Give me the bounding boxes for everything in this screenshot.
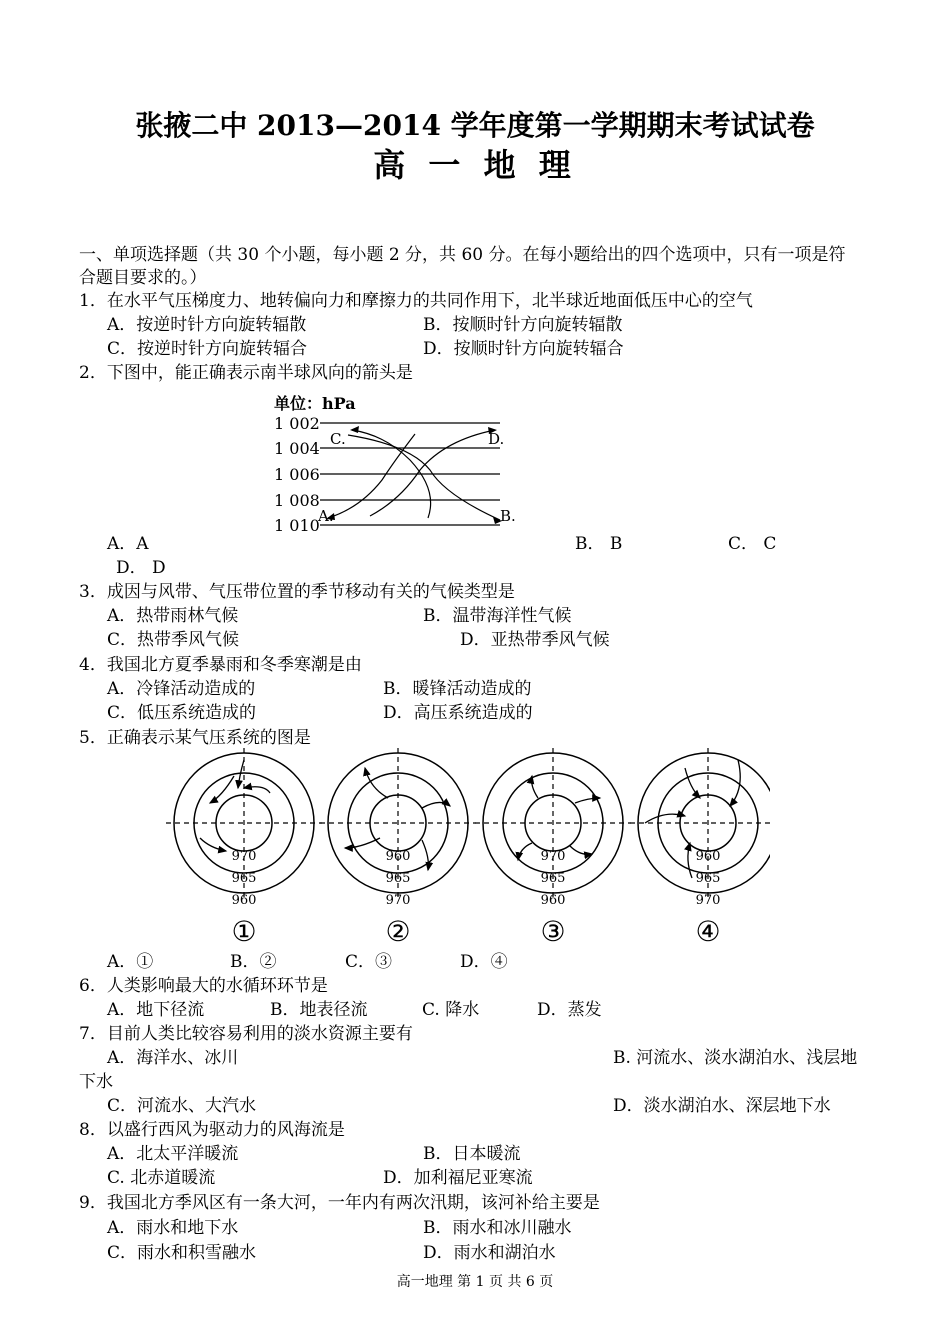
isobar-figure (270, 390, 530, 538)
q9-option-d: D．雨水和湖泊水 (423, 1243, 556, 1263)
diagram-label-2: ② (385, 915, 411, 948)
q3-option-c: C．热带季风气候 (107, 630, 240, 650)
arrow-label-b: B. (500, 507, 516, 525)
pressure-diagram-1 (166, 748, 322, 948)
figure-unit-label: 单位：hPa (274, 394, 356, 413)
q7-option-b: B. 河流水、淡水湖泊水、浅层地 (613, 1048, 858, 1068)
isobar-value: 960 (231, 893, 257, 908)
isobar-value: 960 (695, 849, 721, 864)
q3-option-d: D．亚热带季风气候 (460, 630, 610, 650)
q8-option-d: D．加利福尼亚寒流 (383, 1168, 533, 1188)
q4-stem: 4．我国北方夏季暴雨和冬季寒潮是由 (79, 655, 362, 675)
q7-option-c: C．河流水、大汽水 (107, 1096, 257, 1116)
q4-option-b: B．暖锋活动造成的 (383, 679, 532, 699)
q6-option-c: C. 降水 (422, 1000, 480, 1020)
q6-option-b: B．地表径流 (270, 1000, 368, 1020)
isobar-value: 965 (385, 871, 411, 886)
q8-stem: 8．以盛行西风为驱动力的风海流是 (79, 1120, 345, 1140)
q1-stem: 1．在水平气压梯度力、地转偏向力和摩擦力的共同作用下，北半球近地面低压中心的空气 (79, 291, 753, 311)
isobar-value: 960 (540, 893, 566, 908)
subject-title: 高 一 地 理 (373, 146, 577, 184)
q9-option-a: A．雨水和地下水 (107, 1218, 239, 1238)
isobar-value: 965 (695, 871, 721, 886)
q2-option-d: D． D (116, 558, 166, 578)
q5-option-c: C．③ (345, 952, 393, 972)
q2-option-c: C． C (728, 534, 777, 554)
q5-option-d: D．④ (460, 952, 508, 972)
q4-option-a: A．冷锋活动造成的 (107, 679, 256, 699)
isobar-label: 1 008 (274, 491, 320, 510)
q8-option-a: A．北太平洋暖流 (107, 1144, 239, 1164)
q3-stem: 3．成因与风带、气压带位置的季节移动有关的气候类型是 (79, 582, 515, 602)
arrow-label-a: A. (318, 507, 334, 525)
q8-option-b: B．日本暖流 (423, 1144, 521, 1164)
arrow-label-d: D. (488, 430, 505, 448)
page-footer: 高一地理 第 1 页 共 6 页 (396, 1274, 554, 1290)
isobar-label: 1 006 (274, 465, 320, 484)
q1-option-b: B．按顺时针方向旋转辐散 (423, 315, 623, 335)
pressure-diagram-2 (320, 748, 476, 948)
q1-option-d: D．按顺时针方向旋转辐合 (423, 339, 624, 359)
q6-option-d: D．蒸发 (537, 1000, 602, 1020)
q6-option-a: A．地下径流 (107, 1000, 205, 1020)
arrow-label-c: C. (330, 430, 346, 448)
q4-option-d: D．高压系统造成的 (383, 703, 533, 723)
q1-option-a: A．按逆时针方向旋转辐散 (107, 315, 307, 335)
section-instruction-line2: 合题目要求的。） (79, 268, 207, 288)
q8-option-c: C. 北赤道暖流 (107, 1168, 216, 1188)
exam-title: 张掖二中 2013—2014 学年度第一学期期末考试试卷 (135, 109, 815, 142)
isobar-value: 970 (385, 893, 411, 908)
diagram-label-1: ① (231, 915, 257, 948)
q7-option-b-continued: 下水 (79, 1072, 113, 1092)
isobar-label: 1 010 (274, 516, 320, 535)
q5-option-b: B．② (230, 952, 277, 972)
q2-option-a: A．A (107, 534, 149, 554)
q6-stem: 6．人类影响最大的水循环环节是 (79, 976, 328, 996)
diagram-label-3: ③ (540, 915, 566, 948)
q3-option-a: A．热带雨林气候 (107, 606, 239, 626)
diagram-label-4: ④ (695, 915, 721, 948)
q2-stem: 2．下图中，能正确表示南半球风向的箭头是 (79, 363, 413, 383)
q7-option-a: A．海洋水、冰川 (107, 1048, 239, 1068)
q3-option-b: B．温带海洋性气候 (423, 606, 572, 626)
q5-option-a: A．① (107, 952, 154, 972)
q2-option-b: B． B (575, 534, 623, 554)
isobar-label: 1 004 (274, 439, 320, 458)
pressure-diagram-4 (630, 748, 770, 948)
q5-stem: 5．正确表示某气压系统的图是 (79, 728, 311, 748)
q7-stem: 7．目前人类比较容易利用的淡水资源主要有 (79, 1024, 413, 1044)
isobar-value: 965 (540, 871, 566, 886)
section-instruction-line1: 一、单项选择题（共 30 个小题，每小题 2 分，共 60 分。在每小题给出的四个选项中，只有一项是符 (79, 245, 846, 265)
isobar-label: 1 002 (274, 414, 320, 433)
pressure-systems-figure (160, 748, 770, 953)
q9-stem: 9．我国北方季风区有一条大河，一年内有两次汛期，该河补给主要是 (79, 1193, 600, 1213)
isobar-value: 970 (695, 893, 721, 908)
isobar-value: 970 (231, 849, 257, 864)
pressure-diagram-3 (475, 748, 631, 948)
isobar-value: 970 (540, 849, 566, 864)
q1-option-c: C．按逆时针方向旋转辐合 (107, 339, 308, 359)
isobar-value: 965 (231, 871, 257, 886)
q7-option-d: D．淡水湖泊水、深层地下水 (613, 1096, 831, 1116)
isobar-value: 960 (385, 849, 411, 864)
q9-option-b: B．雨水和冰川融水 (423, 1218, 572, 1238)
q4-option-c: C．低压系统造成的 (107, 703, 257, 723)
q9-option-c: C．雨水和积雪融水 (107, 1243, 257, 1263)
